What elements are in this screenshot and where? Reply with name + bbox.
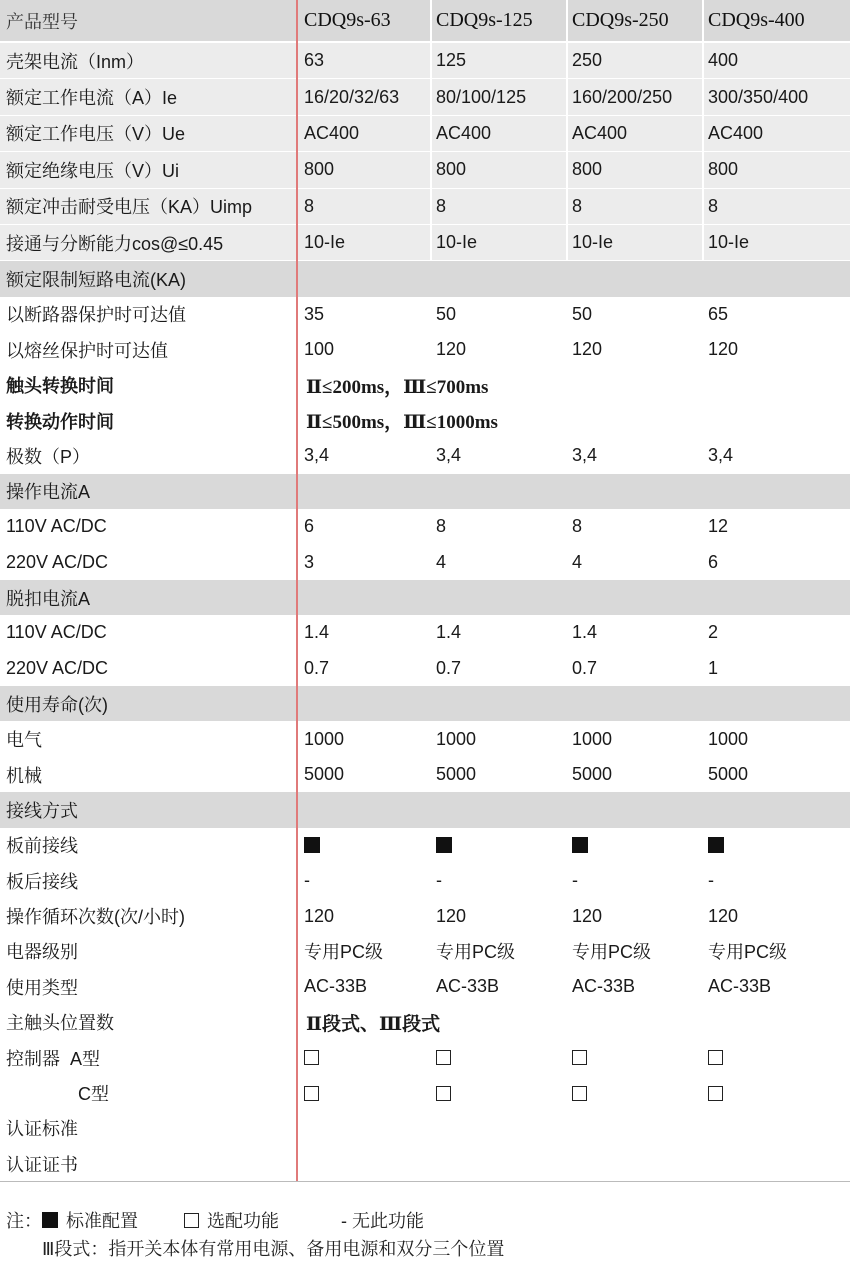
table-row [0, 863, 850, 898]
cell-value: 0.7 [436, 657, 462, 678]
table-row [0, 1005, 850, 1040]
row-label: 接通与分断能力cos@≤0.45 [0, 225, 296, 260]
cell-value: - [304, 870, 310, 891]
cell-value: 160/200/250 [568, 79, 702, 114]
table-row [0, 79, 850, 115]
row-label: 认证标准 [6, 1119, 78, 1140]
cell-value: AC400 [568, 116, 702, 151]
cell-value: 16/20/32/63 [298, 79, 430, 114]
standard-config-icon [432, 828, 566, 863]
cell-value: 10-Ie [432, 225, 566, 260]
optional-config-icon [432, 1040, 566, 1075]
cell-value: 1000 [304, 728, 345, 749]
table-row [0, 544, 850, 579]
section-row [0, 261, 850, 296]
standard-config-icon [568, 828, 702, 863]
cell-value: 63 [298, 43, 430, 78]
cell-value: Ⅱ≤200ms，Ⅲ≤700ms [306, 376, 489, 398]
cell-value: 1000 [436, 728, 477, 749]
row-label: 额定绝缘电压（V）Ui [0, 152, 296, 187]
row-label: 220V AC/DC [6, 657, 109, 678]
optional-config-icon [184, 1213, 199, 1228]
table-row [0, 152, 850, 188]
cell-value: 1.4 [304, 622, 330, 643]
row-label: 电气 [6, 730, 42, 751]
table-row [0, 1040, 850, 1075]
column-divider [296, 0, 298, 1181]
cell-value: 100 [304, 339, 335, 360]
header-label: 产品型号 [0, 0, 296, 41]
row-label: 极数（P） [6, 446, 91, 467]
model-cdq9s-125: CDQ9s-125 [432, 0, 566, 41]
cell-value: 10-Ie [704, 225, 850, 260]
cell-value: 4 [572, 551, 583, 572]
cell-value: 120 [436, 339, 467, 360]
cell-value: AC-33B [436, 976, 500, 997]
legend-standard: 标准配置 [66, 1211, 138, 1231]
row-label: 110V AC/DC [6, 622, 107, 643]
row-label: 板后接线 [6, 871, 78, 892]
table-row [0, 509, 850, 544]
table-row [0, 189, 850, 225]
cell-value: 1000 [708, 728, 749, 749]
cell-value: 专用PC级 [708, 942, 788, 963]
standard-config-icon [704, 828, 850, 863]
cell-value: 6 [708, 551, 719, 572]
cell-value: AC400 [704, 116, 850, 151]
table-row [0, 403, 850, 438]
row-label: C型 [78, 1084, 109, 1105]
cell-value: 3,4 [708, 445, 734, 466]
optional-config-icon [704, 1040, 850, 1075]
section-row [0, 474, 850, 509]
legend-line [6, 1206, 504, 1234]
cell-value: 800 [568, 152, 702, 187]
section-label: 接线方式 [0, 792, 850, 827]
table-row [0, 1075, 850, 1110]
cell-value: 8 [436, 516, 447, 537]
row-label: 220V AC/DC [6, 551, 109, 572]
table-row [0, 934, 850, 969]
cell-value: AC-33B [572, 976, 636, 997]
row-label: 主触头位置数 [6, 1013, 114, 1034]
cell-value: 12 [708, 516, 729, 537]
model-cdq9s-400: CDQ9s-400 [704, 0, 850, 41]
table-row [0, 332, 850, 367]
cell-value: 10-Ie [568, 225, 702, 260]
row-label: 使用类型 [6, 977, 78, 998]
cell-value: 800 [298, 152, 430, 187]
standard-config-icon [42, 1212, 58, 1228]
cell-value: 125 [432, 43, 566, 78]
table-row [0, 1146, 850, 1181]
section-row [0, 686, 850, 721]
table-row [0, 615, 850, 650]
table-row [0, 721, 850, 756]
cell-value: - [708, 870, 714, 891]
cell-value: 专用PC级 [436, 942, 516, 963]
cell-value: 1000 [572, 728, 613, 749]
cell-value: 300/350/400 [704, 79, 850, 114]
cell-value: 120 [708, 339, 739, 360]
cell-value: 2 [708, 622, 719, 643]
cell-value: 50 [436, 303, 457, 324]
cell-value: AC400 [432, 116, 566, 151]
table-row [0, 297, 850, 332]
cell-value: - [436, 870, 442, 891]
cell-value: 1.4 [572, 622, 598, 643]
cell-value: 800 [704, 152, 850, 187]
cell-value: 3 [304, 551, 315, 572]
section-label: 使用寿命(次) [0, 686, 850, 721]
cell-value: 3,4 [304, 445, 330, 466]
table-row [0, 438, 850, 473]
cell-value: AC-33B [304, 976, 368, 997]
legend-none: - 无此功能 [341, 1211, 424, 1231]
header-row [0, 0, 850, 43]
row-label: 额定工作电流（A）Ie [0, 79, 296, 114]
table-row [0, 828, 850, 863]
table-row [0, 1111, 850, 1146]
row-label: 操作循环次数(次/小时) [6, 907, 185, 928]
row-label: 电器级别 [6, 942, 78, 963]
cell-value: 8 [572, 516, 583, 537]
table-row [0, 969, 850, 1004]
cell-value: 4 [436, 551, 447, 572]
cell-value: 0.7 [304, 657, 330, 678]
cell-value: 5000 [708, 764, 749, 784]
cell-value: 1.4 [436, 622, 462, 643]
cell-value: 0.7 [572, 657, 598, 678]
cell-value: Ⅱ≤500ms，Ⅲ≤1000ms [306, 412, 498, 434]
cell-value: 专用PC级 [304, 942, 384, 963]
cell-value: 8 [298, 189, 430, 224]
row-label: 转换动作时间 [6, 411, 114, 432]
cell-value: 8 [704, 189, 850, 224]
cell-value: 120 [436, 905, 467, 926]
row-label: 额定工作电压（V）Ue [0, 116, 296, 151]
cell-value: 120 [304, 905, 335, 926]
note-prefix: 注： [6, 1211, 42, 1231]
row-label: 110V AC/DC [6, 516, 107, 537]
model-cdq9s-250: CDQ9s-250 [568, 0, 702, 41]
cell-value: 5000 [436, 764, 477, 784]
row-label: 壳架电流（Inm） [0, 43, 296, 78]
table-row [0, 368, 850, 403]
optional-config-icon [568, 1075, 702, 1110]
cell-value: 800 [432, 152, 566, 187]
row-label: 触头转换时间 [6, 376, 114, 397]
row-label: 板前接线 [6, 836, 78, 857]
cell-value: 3,4 [572, 445, 598, 466]
optional-config-icon [568, 1040, 702, 1075]
cell-value: AC-33B [708, 976, 772, 997]
table-row [0, 757, 850, 792]
cell-value: 65 [708, 303, 729, 324]
note-three-stage-text: Ⅲ段式：指开关本体有常用电源、备用电源和双分三个位置 [42, 1239, 505, 1259]
cell-value: 120 [572, 905, 603, 926]
table-row [0, 116, 850, 152]
cell-value: 1 [708, 657, 719, 678]
optional-config-icon [432, 1075, 566, 1110]
section-label: 脱扣电流A [0, 580, 850, 615]
section-label: 操作电流A [0, 474, 850, 509]
row-label: 认证证书 [6, 1154, 78, 1175]
note-three-stage [6, 1234, 504, 1262]
table-row [0, 43, 850, 79]
legend-optional: 选配功能 [207, 1211, 279, 1231]
section-row [0, 792, 850, 827]
cell-value: 400 [704, 43, 850, 78]
cell-value: 3,4 [436, 445, 462, 466]
row-label: 以断路器保护时可达值 [6, 305, 186, 326]
table-row [0, 651, 850, 686]
section-row [0, 580, 850, 615]
optional-config-icon [298, 1075, 430, 1110]
table-row [0, 225, 850, 261]
row-label: 控制器 A型 [6, 1048, 101, 1069]
cell-value: AC400 [298, 116, 430, 151]
model-cdq9s-63: CDQ9s-63 [298, 0, 430, 41]
cell-value: 8 [432, 189, 566, 224]
cell-value: 8 [568, 189, 702, 224]
cell-value: 专用PC级 [572, 942, 652, 963]
divider [0, 1181, 850, 1182]
cell-value: - [572, 870, 578, 891]
cell-value: 35 [304, 303, 325, 324]
legend-notes [6, 1206, 504, 1262]
optional-config-icon [704, 1075, 850, 1110]
cell-value: 80/100/125 [432, 79, 566, 114]
cell-value: 10-Ie [298, 225, 430, 260]
optional-config-icon [298, 1040, 430, 1075]
cell-value: 120 [708, 905, 739, 926]
row-label: 机械 [6, 765, 42, 786]
cell-value: Ⅱ段式、Ⅲ段式 [306, 1013, 441, 1035]
cell-value: 6 [304, 516, 315, 537]
section-label: 额定限制短路电流(KA) [0, 261, 850, 296]
cell-value: 50 [572, 303, 593, 324]
row-label: 额定冲击耐受电压（KA）Uimp [0, 189, 296, 224]
standard-config-icon [298, 828, 430, 863]
row-label: 以熔丝保护时可达值 [6, 340, 168, 361]
table-row [0, 898, 850, 933]
cell-value: 5000 [572, 764, 613, 784]
cell-value: 250 [568, 43, 702, 78]
cell-value: 5000 [304, 764, 345, 784]
cell-value: 120 [572, 339, 603, 360]
